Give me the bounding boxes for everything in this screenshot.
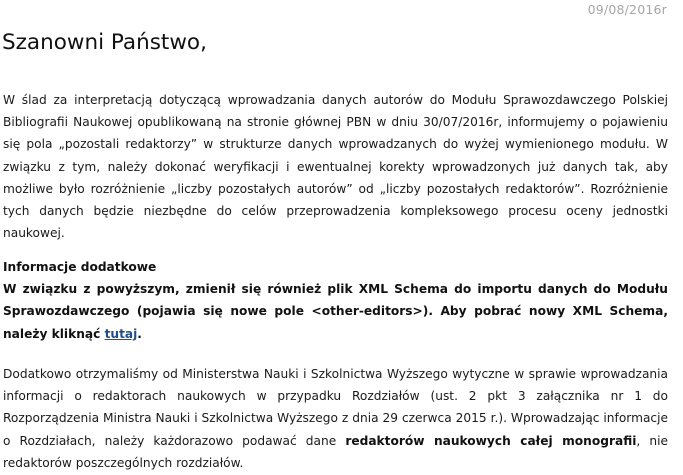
message-date: 09/08/2016r (587, 2, 667, 17)
additional-info-text-end: . (137, 326, 142, 341)
additional-info-section (3, 256, 668, 345)
chapters-text: Dodatkowo otrzymaliśmy od Ministerstwa Nauki i Szkolnictwa Wyższego wytyczne w sprawie wprowadzania informacji o redaktorach naukowych w przypadku Rozdziałów (ust. 2 pkt 3 załącznika nr 1 do Rozporządzenia Ministra Nauki i Szkolnictwa Wyższego z dnia 29 czerwca 2015 r.). Wprowadzając informacje o Rozdziałach, należy każdorazowo podawać dane (3, 367, 668, 448)
download-xml-schema-link[interactable]: tutaj (104, 326, 138, 341)
greeting-heading: Szanowni Państwo, (2, 30, 207, 55)
chapters-emphasis: redaktorów naukowych całej monografii (345, 433, 637, 448)
additional-info-heading: Informacje dodatkowe (3, 260, 157, 274)
chapters-text-end: , nie redaktorów poszczególnych rozdziałów. (3, 433, 668, 470)
intro-paragraph: W ślad za interpretacją dotyczącą wprowadzania danych autorów do Modułu Sprawozdawczego Polskiej Bibliografii Naukowej opublikowaną na stronie głównej PBN w dniu 30/07/2016r, informujemy o pojawieniu się pola „pozostali redaktorzy” w strukturze danych wprowadzanych do wyżej wymienionego modułu. W związku z tym, należy dokonać weryfikacji i ewentualnej korekty wprowadzonych już danych tak, aby możliwe było rozróżnienie „liczby pozostałych autorów” od „liczby pozostałych redaktorów”. Rozróżnienie tych danych będzie niezbędne do celów przeprowadzenia kompleksowego procesu oceny jednostki naukowej. (3, 93, 668, 241)
chapters-paragraph (3, 363, 668, 474)
additional-info-text: W związku z powyższym, zmienił się również plik XML Schema do importu danych do Modułu Sprawozdawczego (pojawia się nowe pole <other-editors>). Aby pobrać nowy XML Schema, należy kliknąć (3, 282, 668, 341)
